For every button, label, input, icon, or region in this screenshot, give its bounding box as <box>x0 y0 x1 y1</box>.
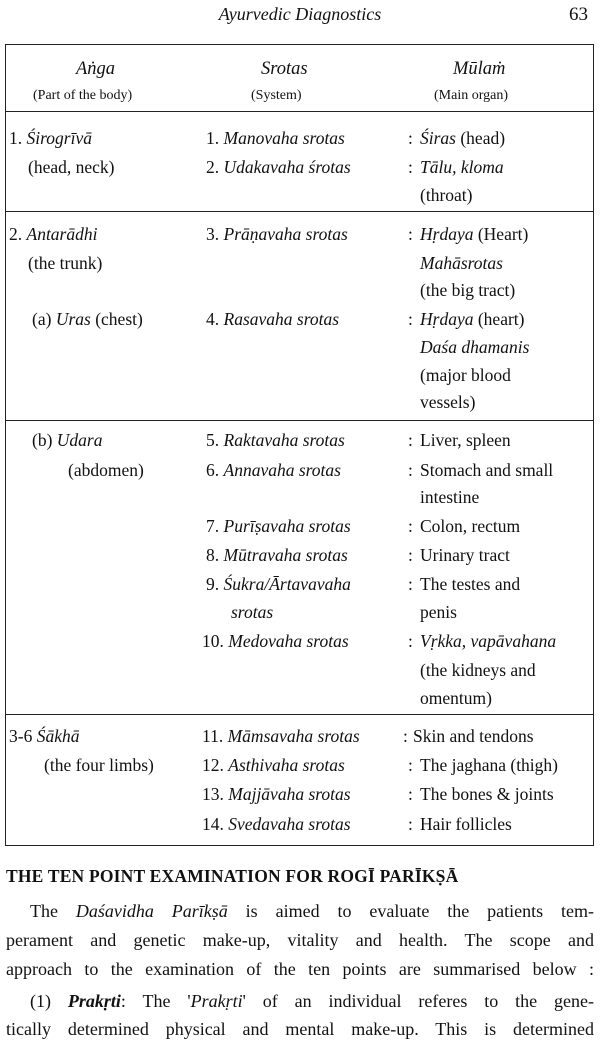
srotas-entry: 4. Rasavaha srotas <box>206 309 340 329</box>
anga-description: (the four limbs) <box>44 755 154 775</box>
organ-entry: penis <box>420 602 457 622</box>
organ-entry: intestine <box>420 487 480 507</box>
colon-separator: : <box>408 430 413 450</box>
srotas-entry: 2. Udakavaha śrotas <box>206 157 351 177</box>
organ-entry: (throat) <box>420 185 473 205</box>
colon-separator: : <box>408 309 413 329</box>
colon-separator: : <box>408 631 413 651</box>
organ-entry: The jaghana (thigh) <box>420 755 559 775</box>
column-subheader-srotas: (System) <box>251 88 302 103</box>
anga-entry: 3-6 Śākhā <box>9 726 80 746</box>
srotas-entry: 9. Śukra/Ārtavavaha <box>206 574 351 594</box>
organ-entry: The testes and <box>420 574 521 594</box>
page-header <box>0 4 600 34</box>
organ-entry: Daśa dhamanis <box>420 337 530 357</box>
anga-description: (abdomen) <box>68 460 144 480</box>
column-header-anga: Aṅga <box>76 59 116 79</box>
colon-separator: : <box>408 545 413 565</box>
group-rule <box>6 211 593 212</box>
srotas-entry: 14. Svedavaha srotas <box>202 814 351 834</box>
srotas-table <box>5 44 594 846</box>
organ-entry: Hair follicles <box>420 814 512 834</box>
srotas-entry: 6. Annavaha srotas <box>206 460 341 480</box>
organ-entry: Liver, spleen <box>420 430 511 450</box>
colon-separator: : <box>408 157 413 177</box>
colon-separator: : <box>403 726 408 746</box>
srotas-entry: 10. Medovaha srotas <box>202 631 349 651</box>
organ-entry: Śiras (head) <box>420 128 506 148</box>
organ-entry: Colon, rectum <box>420 516 521 536</box>
colon-separator: : <box>408 224 413 244</box>
srotas-entry: 3. Prāṇavaha srotas <box>206 224 348 244</box>
colon-separator: : <box>408 814 413 834</box>
anga-description: (head, neck) <box>28 157 115 177</box>
organ-entry: Tālu, kloma <box>420 157 504 177</box>
group-rule <box>6 420 593 421</box>
header-rule <box>6 111 593 112</box>
anga-description: (the trunk) <box>28 253 103 273</box>
paragraph-line: The Daśavidha Parīkṣā is aimed to evaluate the patients tem- <box>30 901 594 921</box>
organ-entry: (major blood <box>420 365 511 385</box>
colon-separator: : <box>408 755 413 775</box>
organ-entry: vessels) <box>420 392 476 412</box>
organ-entry: Hṛdaya (Heart) <box>420 224 529 244</box>
organ-entry: Skin and tendons <box>413 726 534 746</box>
organ-entry: Urinary tract <box>420 545 510 565</box>
organ-entry: Mahāsrotas <box>420 253 503 273</box>
column-subheader-anga: (Part of the body) <box>33 88 133 103</box>
sub-anga-entry: (b) Udara <box>32 430 103 450</box>
srotas-entry: srotas <box>231 602 274 622</box>
srotas-entry: 5. Raktavaha srotas <box>206 430 345 450</box>
colon-separator: : <box>408 516 413 536</box>
group-rule <box>6 714 593 715</box>
colon-separator: : <box>408 784 413 804</box>
colon-separator: : <box>408 128 413 148</box>
organ-entry: Vṛkka, vapāvahana <box>420 631 557 651</box>
section-heading: THE TEN POINT EXAMINATION FOR ROGĪ PARĪKṢĀ <box>6 866 459 886</box>
running-title: Ayurvedic Diagnostics <box>218 4 382 24</box>
srotas-entry: 8. Mūtravaha srotas <box>206 545 348 565</box>
paragraph-line: tically determined physical and mental make-up. This is determined <box>6 1019 594 1039</box>
srotas-entry: 7. Purīṣavaha srotas <box>206 516 351 536</box>
column-header-mulam: Mūlaṁ <box>453 59 506 79</box>
anga-entry: 1. Śirogrīvā <box>9 128 92 148</box>
column-subheader-mulam: (Main organ) <box>434 88 508 103</box>
organ-entry: omentum) <box>420 688 492 708</box>
srotas-entry: 1. Manovaha srotas <box>206 128 345 148</box>
organ-entry: Stomach and small <box>420 460 554 480</box>
organ-entry: (the big tract) <box>420 280 516 300</box>
page-number: 63 <box>569 4 588 25</box>
column-header-srotas: Srotas <box>261 59 308 79</box>
colon-separator: : <box>408 574 413 594</box>
organ-entry: Hṛdaya (heart) <box>420 309 525 329</box>
paragraph-line: approach to the examination of the ten points are summarised below : <box>6 959 594 979</box>
srotas-entry: 13. Majjāvaha srotas <box>202 784 351 804</box>
anga-entry: 2. Antarādhi <box>9 224 98 244</box>
organ-entry: The bones & joints <box>420 784 554 804</box>
paragraph-line: perament and genetic make-up, vitality and health. The scope and <box>6 930 594 950</box>
organ-entry: (the kidneys and <box>420 660 536 680</box>
srotas-entry: 12. Asthivaha srotas <box>202 755 345 775</box>
srotas-entry: 11. Māmsavaha srotas <box>202 726 360 746</box>
colon-separator: : <box>408 460 413 480</box>
sub-anga-entry: (a) Uras (chest) <box>32 309 143 329</box>
paragraph-line: (1) Prakṛti: The 'Prakṛti' of an individual referes to the gene- <box>30 991 595 1011</box>
